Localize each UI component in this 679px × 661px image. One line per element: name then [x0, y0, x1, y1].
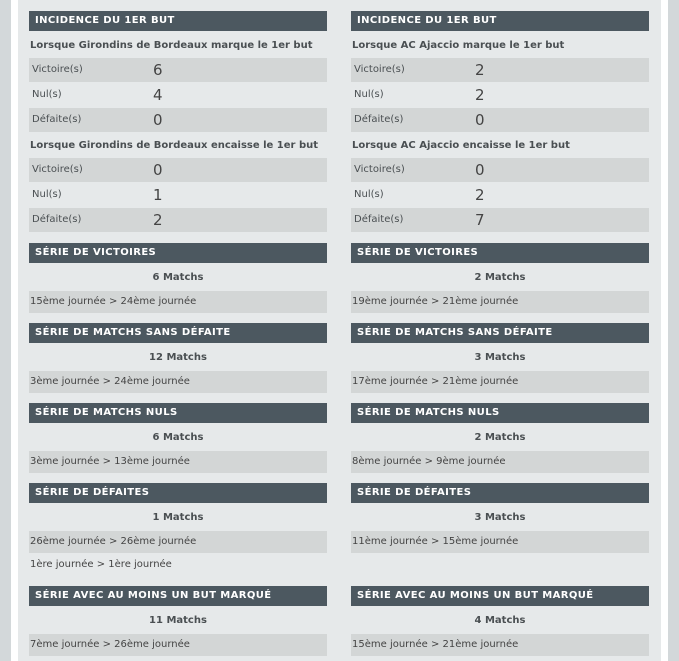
- streak-range: 1ère journée > 1ère journée: [30, 559, 172, 570]
- concedes-first-title: Lorsque Girondins de Bordeaux encaisse le 1er but: [30, 140, 319, 151]
- stat-row: [351, 158, 649, 182]
- streak-count: 11 Matchs: [149, 615, 207, 626]
- stat-row: [351, 58, 649, 82]
- streak-range: 17ème journée > 21ème journée: [351, 371, 649, 393]
- streak-count: 2 Matchs: [474, 272, 526, 283]
- streak-range: 19ème journée > 21ème journée: [351, 291, 649, 313]
- stat-value: 0: [153, 111, 163, 129]
- stat-row: [29, 158, 327, 182]
- stat-value: 2: [475, 61, 485, 79]
- winning-streak-header: SÉRIE DE VICTOIRES: [351, 243, 649, 263]
- stat-row: [29, 108, 327, 132]
- scoring-streak-header: SÉRIE AVEC AU MOINS UN BUT MARQUÉ: [29, 586, 327, 606]
- streak-range: 8ème journée > 9ème journée: [351, 451, 649, 473]
- stat-label: Défaite(s): [32, 114, 82, 125]
- stat-row: [29, 208, 327, 232]
- stat-row: [351, 183, 649, 207]
- stat-label: Défaite(s): [354, 214, 404, 225]
- streak-count: 4 Matchs: [474, 615, 526, 626]
- stat-label: Nul(s): [354, 189, 384, 200]
- stat-row: [351, 108, 649, 132]
- incidence-header: INCIDENCE DU 1ER BUT: [29, 11, 327, 31]
- stat-row: [29, 83, 327, 107]
- stat-label: Nul(s): [32, 189, 62, 200]
- stat-row: [351, 83, 649, 107]
- stat-label: Victoire(s): [32, 64, 83, 75]
- unbeaten-streak-header: SÉRIE DE MATCHS SANS DÉFAITE: [29, 323, 327, 343]
- streak-range: 3ème journée > 13ème journée: [29, 451, 327, 473]
- streak-range: 15ème journée > 24ème journée: [29, 291, 327, 313]
- stat-value: 2: [475, 186, 485, 204]
- stat-value: 4: [153, 86, 163, 104]
- stat-value: 0: [475, 111, 485, 129]
- losing-streak-header: SÉRIE DE DÉFAITES: [351, 483, 649, 503]
- stat-value: 1: [153, 186, 163, 204]
- scores-first-title: Lorsque AC Ajaccio marque le 1er but: [352, 40, 565, 51]
- stat-label: Nul(s): [32, 89, 62, 100]
- stat-value: 6: [153, 61, 163, 79]
- stat-label: Défaite(s): [32, 214, 82, 225]
- stat-label: Victoire(s): [354, 64, 405, 75]
- draw-streak-header: SÉRIE DE MATCHS NULS: [29, 403, 327, 423]
- stat-label: Victoire(s): [354, 164, 405, 175]
- stat-row: [29, 183, 327, 207]
- streak-range: 11ème journée > 15ème journée: [351, 531, 649, 553]
- streak-range: 26ème journée > 26ème journée: [29, 531, 327, 553]
- stat-label: Nul(s): [354, 89, 384, 100]
- stat-value: 0: [153, 161, 163, 179]
- streak-count: 3 Matchs: [474, 512, 526, 523]
- stat-value: 2: [475, 86, 485, 104]
- streak-count: 1 Matchs: [152, 512, 204, 523]
- scoring-streak-header: SÉRIE AVEC AU MOINS UN BUT MARQUÉ: [351, 586, 649, 606]
- streak-count: 3 Matchs: [474, 352, 526, 363]
- streak-range: 15ème journée > 21ème journée: [351, 634, 649, 656]
- incidence-header: INCIDENCE DU 1ER BUT: [351, 11, 649, 31]
- concedes-first-title: Lorsque AC Ajaccio encaisse le 1er but: [352, 140, 570, 151]
- stat-row: [351, 208, 649, 232]
- streak-range: 3ème journée > 24ème journée: [29, 371, 327, 393]
- stat-label: Victoire(s): [32, 164, 83, 175]
- losing-streak-header: SÉRIE DE DÉFAITES: [29, 483, 327, 503]
- streak-count: 2 Matchs: [474, 432, 526, 443]
- stat-value: 0: [475, 161, 485, 179]
- unbeaten-streak-header: SÉRIE DE MATCHS SANS DÉFAITE: [351, 323, 649, 343]
- stat-value: 7: [475, 211, 485, 229]
- streak-range: 7ème journée > 26ème journée: [29, 634, 327, 656]
- stat-label: Défaite(s): [354, 114, 404, 125]
- streak-count: 12 Matchs: [149, 352, 207, 363]
- draw-streak-header: SÉRIE DE MATCHS NULS: [351, 403, 649, 423]
- winning-streak-header: SÉRIE DE VICTOIRES: [29, 243, 327, 263]
- streak-count: 6 Matchs: [152, 432, 204, 443]
- scores-first-title: Lorsque Girondins de Bordeaux marque le 1er but: [30, 40, 313, 51]
- stat-value: 2: [153, 211, 163, 229]
- stat-row: [29, 58, 327, 82]
- streak-count: 6 Matchs: [152, 272, 204, 283]
